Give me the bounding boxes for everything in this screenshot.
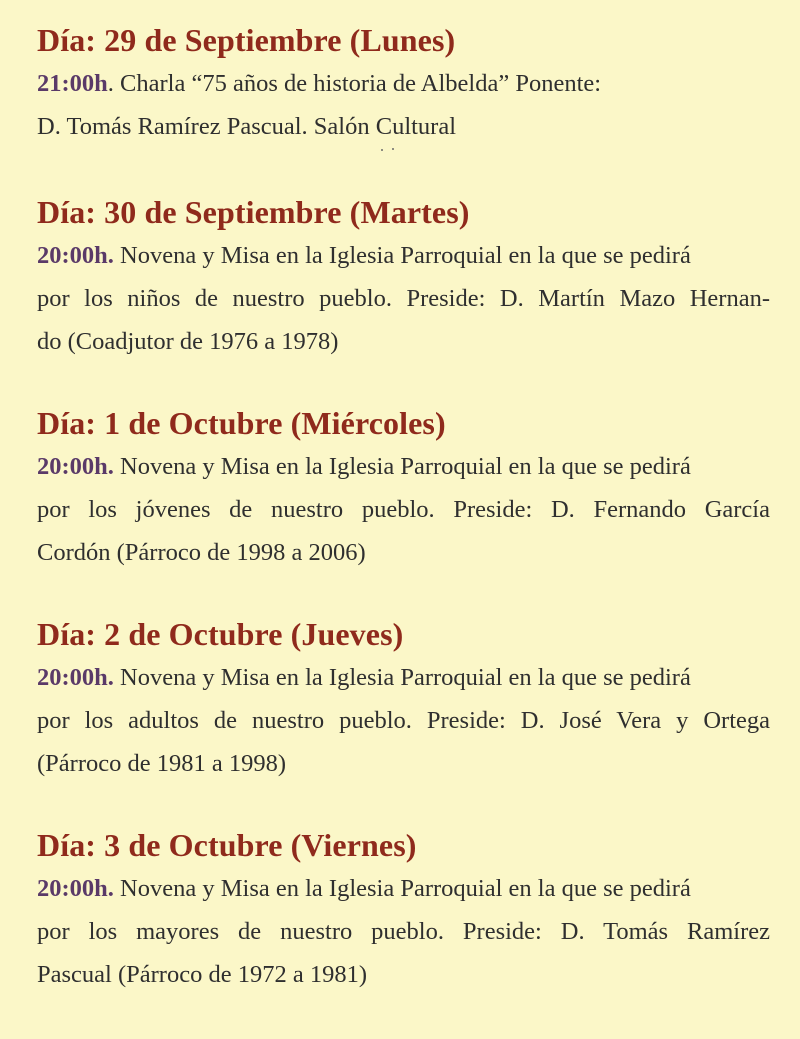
description-line bbox=[37, 867, 770, 910]
description-text: . Charla “75 años de historia de Albelda” Ponente: bbox=[107, 70, 602, 97]
description-text: Novena y Misa en la Iglesia Parroquial en la que se pedirá bbox=[113, 453, 691, 480]
day-description bbox=[37, 62, 770, 148]
day-section-oct-1 bbox=[37, 401, 770, 574]
day-description bbox=[37, 867, 770, 996]
description-line: por los niños de nuestro pueblo. Preside: D. Martín Mazo Hernan- bbox=[37, 285, 770, 312]
description-text: Novena y Misa en la Iglesia Parroquial en la que se pedirá bbox=[113, 664, 691, 691]
day-section-oct-2 bbox=[37, 612, 770, 785]
description-line: por los adultos de nuestro pueblo. Preside: D. José Vera y Ortega bbox=[37, 707, 770, 734]
day-heading: Día: 1 de Octubre (Miércoles) bbox=[37, 405, 446, 441]
description-line: por los mayores de nuestro pueblo. Preside: D. Tomás Ramírez bbox=[37, 918, 770, 945]
day-section-sep-30 bbox=[37, 190, 770, 363]
section-spacer bbox=[37, 148, 770, 190]
day-heading: Día: 2 de Octubre (Jueves) bbox=[37, 616, 404, 652]
day-heading: Día: 30 de Septiembre (Martes) bbox=[37, 194, 470, 230]
section-spacer bbox=[37, 363, 770, 401]
day-section-oct-3 bbox=[37, 823, 770, 996]
event-time: 20:00h. bbox=[37, 875, 114, 902]
section-spacer bbox=[37, 785, 770, 823]
description-line bbox=[37, 234, 770, 277]
description-line: do (Coadjutor de 1976 a 1978) bbox=[37, 328, 339, 355]
description-line: D. Tomás Ramírez Pascual. Salón Cultural bbox=[37, 113, 457, 140]
description-line: Pascual (Párroco de 1972 a 1981) bbox=[37, 961, 367, 988]
description-line: por los jóvenes de nuestro pueblo. Preside: D. Fernando García bbox=[37, 496, 770, 523]
day-section-sep-29 bbox=[37, 18, 770, 148]
event-time: 20:00h. bbox=[37, 242, 114, 269]
day-description bbox=[37, 445, 770, 574]
day-description bbox=[37, 656, 770, 785]
description-line: (Párroco de 1981 a 1998) bbox=[37, 750, 287, 777]
description-line bbox=[37, 62, 770, 105]
description-line bbox=[37, 445, 770, 488]
event-time: 20:00h. bbox=[37, 453, 114, 480]
event-time: 21:00h bbox=[37, 70, 108, 97]
description-line: Cordón (Párroco de 1998 a 2006) bbox=[37, 539, 366, 566]
description-text: Novena y Misa en la Iglesia Parroquial en la que se pedirá bbox=[113, 875, 691, 902]
day-heading: Día: 3 de Octubre (Viernes) bbox=[37, 827, 417, 863]
description-text: Novena y Misa en la Iglesia Parroquial en la que se pedirá bbox=[113, 242, 691, 269]
description-line bbox=[37, 656, 770, 699]
day-heading: Día: 29 de Septiembre (Lunes) bbox=[37, 22, 456, 58]
event-time: 20:00h. bbox=[37, 664, 114, 691]
day-description bbox=[37, 234, 770, 363]
scan-speck bbox=[381, 148, 395, 151]
section-spacer bbox=[37, 574, 770, 612]
